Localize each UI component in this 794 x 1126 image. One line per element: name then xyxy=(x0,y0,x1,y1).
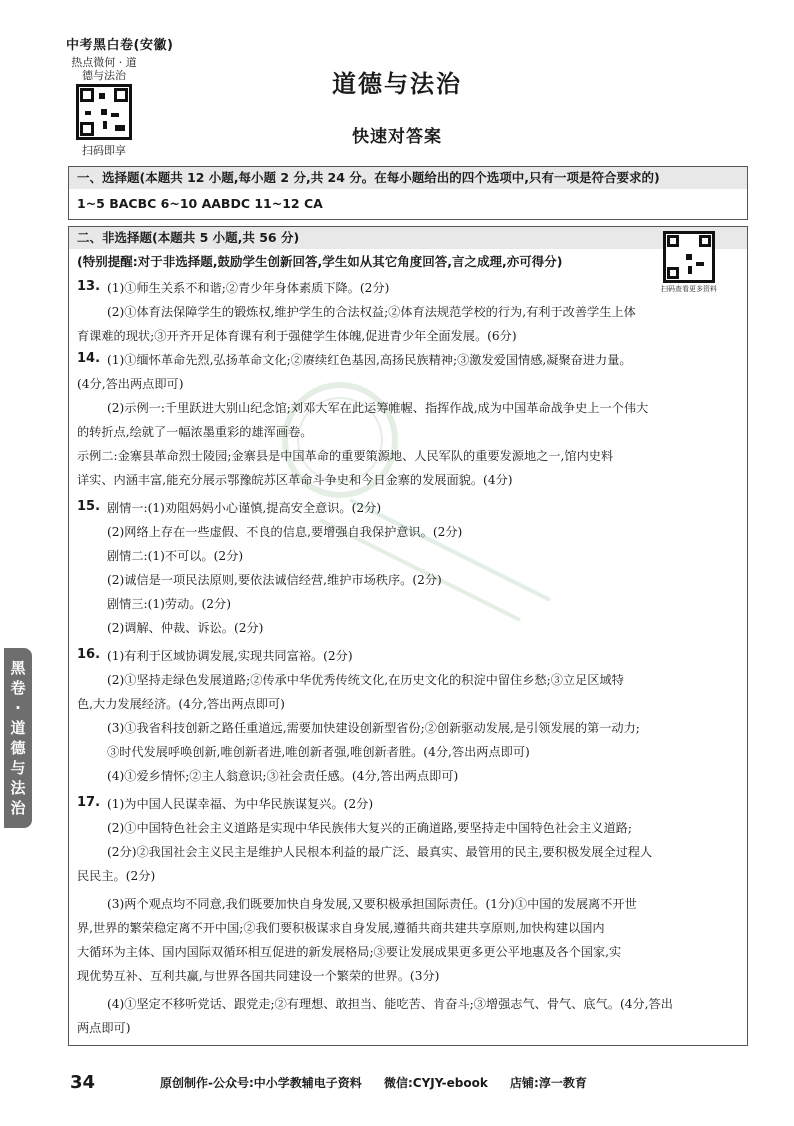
page-number: 34 xyxy=(70,1072,96,1093)
question-number: 17. xyxy=(77,795,101,810)
non-choice-heading: 二、非选择题(本题共 5 小题,共 56 分) xyxy=(77,230,300,245)
answer-line: (1)①师生关系不和谐;②青少年身体素质下降。(2分) xyxy=(107,281,390,295)
answer-line: (1)①缅怀革命先烈,弘扬革命文化;②赓续红色基因,高扬民族精神;③激发爱国情感,凝聚奋进力量。 xyxy=(107,353,632,367)
answer-line: 示例二:金寨县革命烈士陵园;金寨县是中国革命的重要策源地、人民军队的重要发源地之一,馆内史料 xyxy=(77,449,614,463)
answer-line: (2)①体育法保障学生的锻炼权,维护学生的合法权益;②体育法规范学校的行为,有利于改善学生上体 xyxy=(107,305,636,319)
answer-line: (2)示例一:千里跃进大别山纪念馆;刘邓大军在此运筹帷幄、指挥作战,成为中国革命战争史上一个伟大 xyxy=(107,401,649,415)
choice-heading: 一、选择题(本题共 12 小题,每小题 2 分,共 24 分。在每小题给出的四个选项中,只有一项是符合要求的) xyxy=(77,170,660,185)
answer-line: (4)①爱乡情怀;②主人翁意识;③社会责任感。(4分,答出两点即可) xyxy=(107,769,459,783)
series-title: 中考黑白卷(安徽) xyxy=(66,38,174,53)
question-number: 16. xyxy=(77,647,101,662)
special-note: (特别提醒:对于非选择题,鼓励学生创新回答,学生如从其它角度回答,言之成理,亦可得分) xyxy=(77,254,563,269)
qr-caption: 热点微何 · 道 德与法治 xyxy=(71,56,137,82)
question-number: 15. xyxy=(77,499,101,514)
choice-answers: 1~5 BACBC 6~10 AABDC 11~12 CA xyxy=(77,196,323,211)
answer-line: 大循环为主体、国内国际双循环相互促进的新发展格局;③要让发展成果更多更公平地惠及各个国家,实 xyxy=(77,945,622,959)
answer-line: (1)为中国人民谋幸福、为中华民族谋复兴。(2分) xyxy=(107,797,374,811)
qr-code-small-icon[interactable] xyxy=(663,231,715,283)
page-title: 道德与法治 xyxy=(332,70,462,98)
answer-line: 色,大力发展经济。(4分,答出两点即可) xyxy=(77,697,285,711)
answer-line: (2)网络上存在一些虚假、不良的信息,要增强自我保护意识。(2分) xyxy=(107,525,463,539)
answer-line: 剧情三:(1)劳动。(2分) xyxy=(107,597,231,611)
page-subtitle: 快速对答案 xyxy=(352,127,442,147)
answer-line: (2)诚信是一项民法原则,要依法诚信经营,维护市场秩序。(2分) xyxy=(107,573,442,587)
answer-line: 民民主。(2分) xyxy=(77,869,156,883)
answer-line: (3)两个观点均不同意,我们既要加快自身发展,又要积极承担国际责任。(1分)①中国的发展离不开世 xyxy=(107,897,637,911)
side-tab xyxy=(4,648,32,828)
question-number: 14. xyxy=(77,351,101,366)
answer-line: 界,世界的繁荣稳定离不开中国;②我们要积极谋求自身发展,遵循共商共建共享原则,加快构建以国内 xyxy=(77,921,605,935)
answer-line: (2分)②我国社会主义民主是维护人民根本利益的最广泛、最真实、最管用的民主,要积极发展全过程人 xyxy=(107,845,653,859)
question-number: 13. xyxy=(77,279,101,294)
footer xyxy=(160,1074,605,1091)
answer-line: 的转折点,绘就了一幅浓墨重彩的雄浑画卷。 xyxy=(77,425,313,439)
answer-line: (4)①坚定不移听党话、跟党走;②有理想、敢担当、能吃苦、肯奋斗;③增强志气、骨气、底气。(4分,答出 xyxy=(107,997,673,1011)
answer-line: 现优势互补、互利共赢,与世界各国共同建设一个繁荣的世界。(3分) xyxy=(77,969,440,983)
answer-line: (2)①中国特色社会主义道路是实现中华民族伟大复兴的正确道路,要坚持走中国特色社会主义道路; xyxy=(107,821,632,835)
qr-scan-label: 扫码即享 xyxy=(82,144,126,157)
answer-line: (2)①坚持走绿色发展道路;②传承中华优秀传统文化,在历史文化的积淀中留住乡愁;③立足区域特 xyxy=(107,673,624,687)
qr-small-caption: 扫码查看更多资料 xyxy=(661,285,717,293)
answer-line: 育课难的现状;③开齐开足体育课有利于强健学生体魄,促进青少年全面发展。(6分) xyxy=(77,329,517,343)
answer-line: (1)有利于区域协调发展,实现共同富裕。(2分) xyxy=(107,649,353,663)
answer-line: 两点即可) xyxy=(77,1021,131,1035)
non-choice-section xyxy=(68,226,748,1046)
footer-item: 微信:CYJY-ebook xyxy=(383,1076,488,1090)
choice-section xyxy=(68,166,748,220)
answer-line: (3)①我省科技创新之路任重道远,需要加快建设创新型省份;②创新驱动发展,是引领发展的第一动力; xyxy=(107,721,640,735)
footer-item: 原创制作-公众号:中小学教辅电子资料 xyxy=(160,1076,362,1090)
answer-line: (4分,答出两点即可) xyxy=(77,377,184,391)
footer-item: 店铺:淳一教育 xyxy=(510,1076,587,1090)
answer-line: ③时代发展呼唤创新,唯创新者进,唯创新者强,唯创新者胜。(4分,答出两点即可) xyxy=(107,745,530,759)
answer-line: 剧情二:(1)不可以。(2分) xyxy=(107,549,244,563)
answer-line: 详实、内涵丰富,能充分展示鄂豫皖苏区革命斗争史和今日金寨的发展面貌。(4分) xyxy=(77,473,513,487)
answer-line: 剧情一:(1)劝阻妈妈小心谨慎,提高安全意识。(2分) xyxy=(107,501,382,515)
answer-line: (2)调解、仲裁、诉讼。(2分) xyxy=(107,621,264,635)
side-tab-label: 黑卷·道德与法治 xyxy=(10,659,26,817)
